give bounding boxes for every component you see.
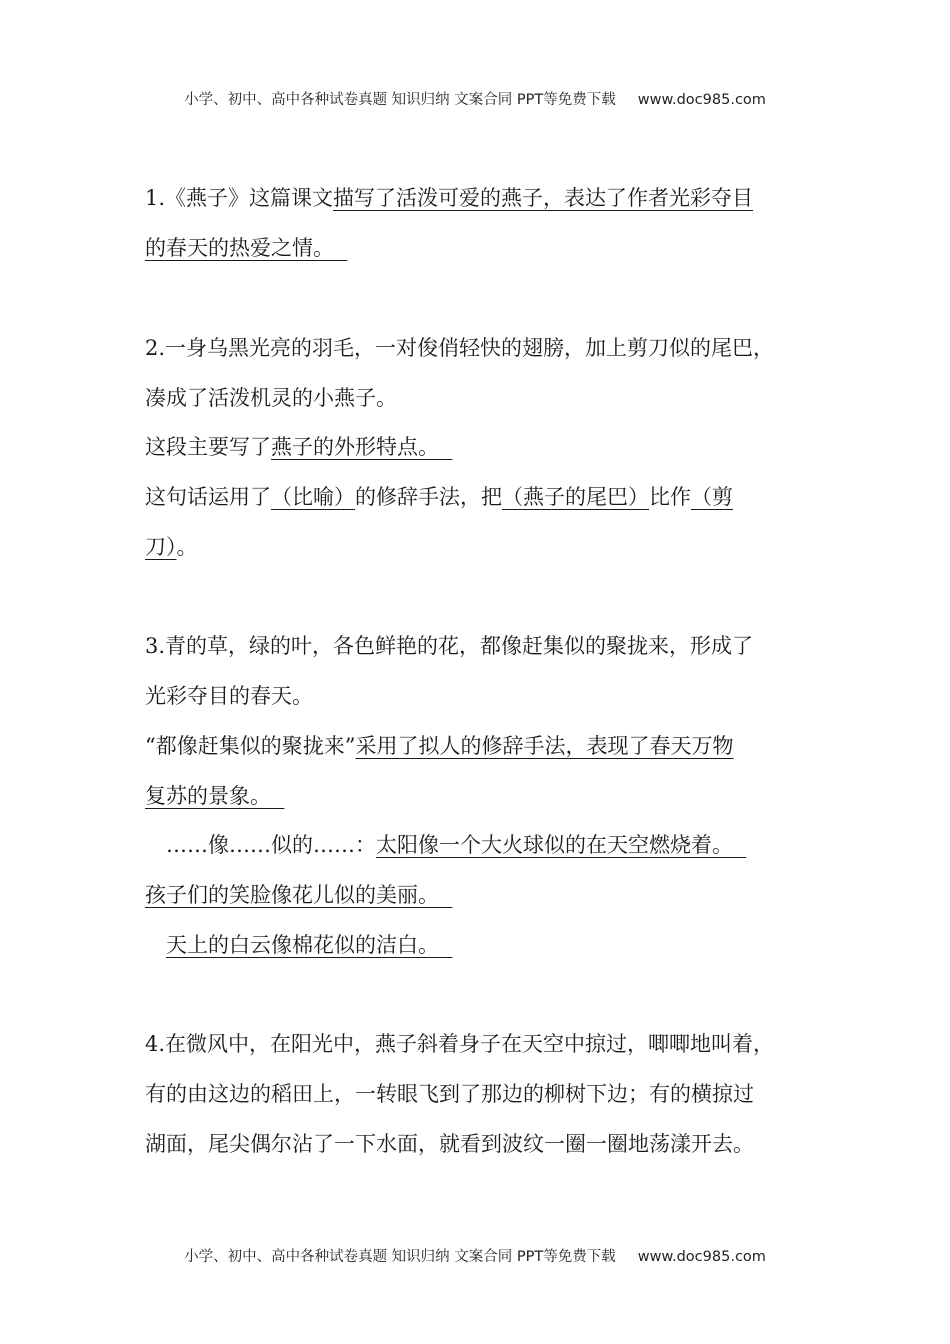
q3-example2: 孩子们的笑脸像花儿似的美丽。	[145, 883, 439, 907]
q3-example2-line	[145, 885, 452, 906]
q4-line1: 4.在微风中，在阳光中，燕子斜着身子在天空中掠过，唧唧地叫着，	[145, 1032, 775, 1056]
q2-qb-text3: 比作	[649, 485, 691, 509]
q3-answer-line2	[145, 786, 284, 807]
q2-qb-blank3-part2: 刀）	[145, 535, 177, 559]
q3-example3: 天上的白云像棉花似的洁白。	[166, 933, 439, 957]
q3-answer-part2: 复苏的景象。	[145, 784, 271, 808]
q2-qb-blank1: （比喻）	[271, 485, 355, 509]
q3-pattern-line	[166, 835, 746, 856]
q3-example1: 太阳像一个大火球似的在天空燃烧着。	[376, 833, 733, 857]
q2-qa-answer: 燕子的外形特点。	[271, 435, 439, 459]
q2-qb-blank3-part1: （剪	[691, 485, 733, 509]
q1-line2	[145, 238, 347, 259]
header-url[interactable]: www.doc985.com	[637, 92, 766, 108]
footer-text: 小学、初中、高中各种试卷真题 知识归纳 文案合同 PPT等免费下载	[184, 1249, 616, 1265]
q4-line2: 有的由这边的稻田上，一转眼飞到了那边的柳树下边；有的横掠过	[145, 1082, 754, 1106]
q2-qb-end: 。	[176, 535, 198, 559]
q2-question-b	[145, 487, 733, 508]
q2-qb-text2: 的修辞手法，把	[355, 485, 502, 509]
q1-answer-part2: 的春天的热爱之情。	[145, 236, 334, 260]
q2-qa-prefix: 这段主要写了	[145, 435, 271, 459]
q2-question-b-cont	[145, 537, 198, 558]
q2-qb-text1: 这句话运用了	[145, 485, 271, 509]
q3-example3-line	[166, 935, 452, 956]
q2-line1: 2.一身乌黑光亮的羽毛，一对俊俏轻快的翅膀，加上剪刀似的尾巴，	[145, 336, 775, 360]
q2-question-a	[145, 437, 452, 458]
q2-qb-blank2: （燕子的尾巴）	[502, 485, 649, 509]
q1-prefix: 1.《燕子》这篇课文	[145, 186, 334, 210]
q3-line2: 光彩夺目的春天。	[145, 684, 313, 708]
q3-pattern-prefix: ……像……似的……：	[166, 833, 376, 857]
q4-line3: 湖面，尾尖偶尔沾了一下水面，就看到波纹一圈一圈地荡漾开去。	[145, 1132, 754, 1156]
q3-line1: 3.青的草，绿的叶，各色鲜艳的花，都像赶集似的聚拢来，形成了	[145, 634, 754, 658]
page-footer	[0, 1245, 950, 1266]
q1-line1	[145, 188, 753, 209]
footer-url[interactable]: www.doc985.com	[637, 1249, 766, 1265]
q3-quote: “都像赶集似的聚拢来”	[145, 734, 356, 758]
q1-answer-part1: 描写了活泼可爱的燕子，表达了作者光彩夺目	[333, 186, 754, 210]
header-text: 小学、初中、高中各种试卷真题 知识归纳 文案合同 PPT等免费下载	[184, 92, 616, 108]
q3-answer-part1: 采用了拟人的修辞手法，表现了春天万物	[355, 734, 734, 758]
q2-line2: 凑成了活泼机灵的小燕子。	[145, 386, 397, 410]
q3-answer-line1	[145, 736, 733, 757]
page-header	[0, 88, 950, 109]
